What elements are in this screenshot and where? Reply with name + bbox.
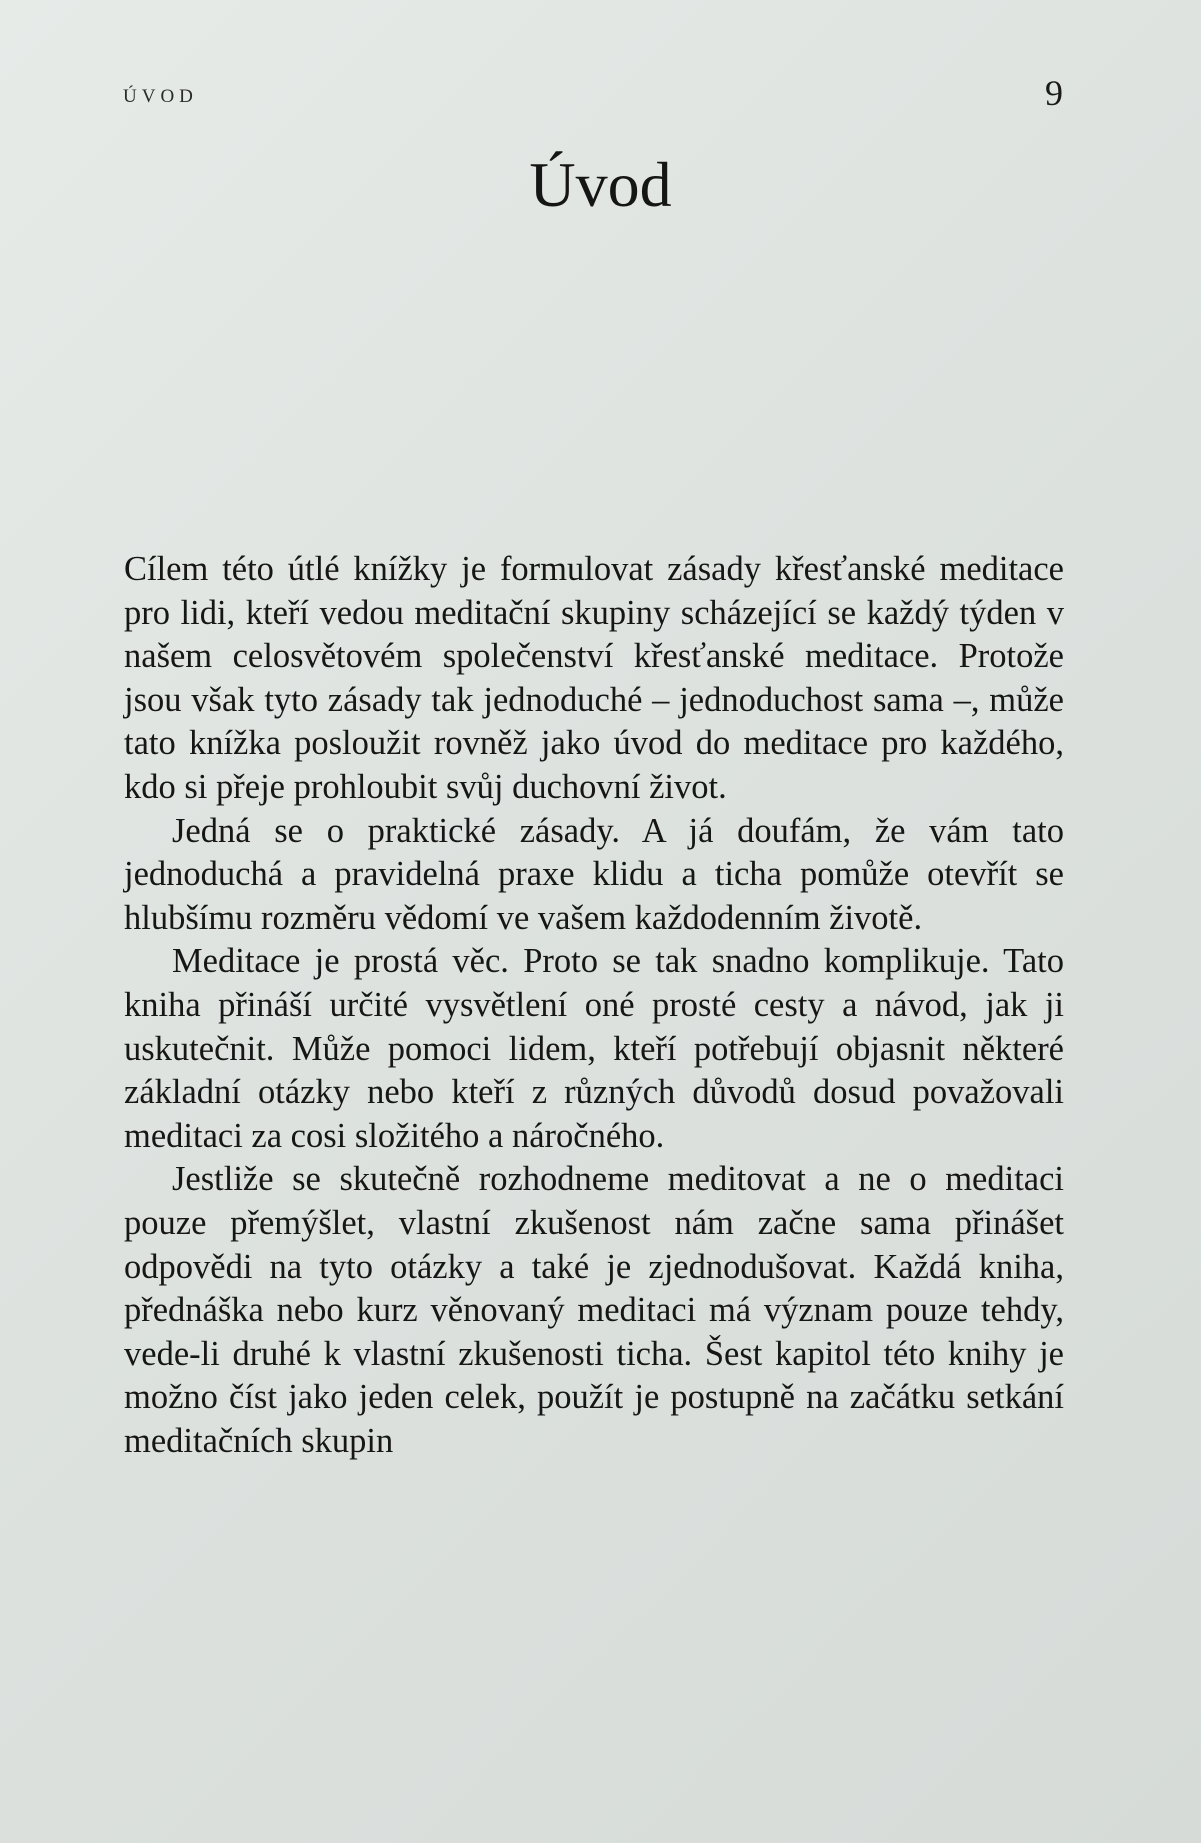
running-head: ÚVOD xyxy=(123,86,198,107)
paragraph-3: Meditace je prostá věc. Proto se tak snadno komplikuje. Tato kniha přináší určité vysvětlení oné prosté cesty a návod, jak ji uskutečnit. Může pomoci lidem, kteří potřebují objasnit některé základní otázky nebo kteří z různých důvodů dosud považovali meditaci za cosi složitého a náročného. xyxy=(124,942,1064,1155)
body-text xyxy=(124,548,1064,1463)
paragraph-1: Cílem této útlé knížky je formulovat zásady křesťanské meditace pro lidi, kteří vedou meditační skupiny scházející se každý týden v našem celosvětovém společenství křesťanské meditace. Protože jsou však tyto zásady tak jednoduché – jednoduchost sama –, může tato knížka posloužit rovněž jako úvod do meditace pro každého, kdo si přeje prohloubit svůj duchovní život. xyxy=(124,550,1064,806)
chapter-title: Úvod xyxy=(529,149,672,220)
paragraph-4: Jestliže se skutečně rozhodneme meditovat a ne o meditaci pouze přemýšlet, vlastní zkušenost nám začne sama přinášet odpovědi na tyto otázky a také je zjednodušovat. Každá kniha, přednáška nebo kurz věnovaný meditaci má význam pouze tehdy, vede-li druhé k vlastní zkušenosti ticha. Šest kapitol této knihy je možno číst jako jeden celek, použít je postupně na začátku setkání meditačních skupin xyxy=(124,1160,1064,1460)
paragraph-2: Jedná se o praktické zásady. A já doufám, že vám tato jednoduchá a pravidelná praxe klidu a ticha pomůže otevřít se hlubšímu rozměru vědomí ve vašem každodenním životě. xyxy=(124,811,1064,937)
page-number: 9 xyxy=(1045,73,1063,113)
